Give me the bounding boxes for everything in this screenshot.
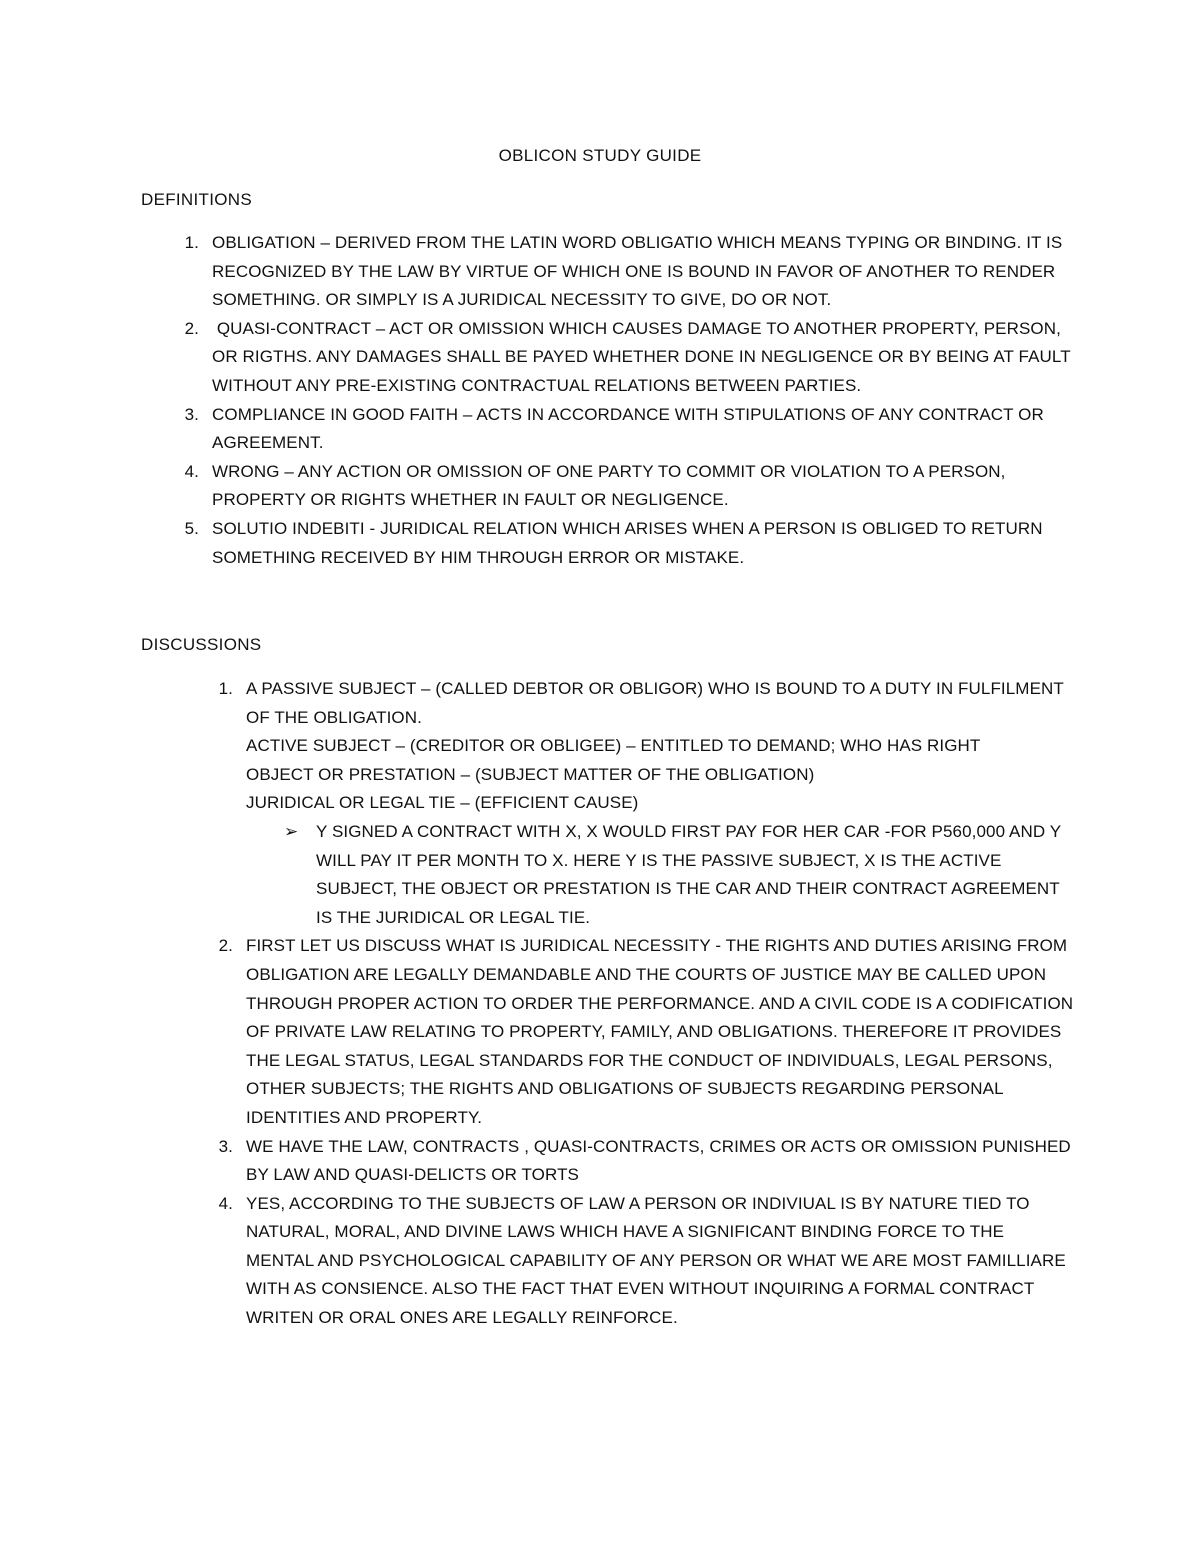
juridical-tie-text: JURIDICAL OR LEGAL TIE – (EFFICIENT CAUSE) [246,793,639,813]
list-number: 1. [184,233,199,252]
list-number: 1. [218,679,233,698]
definition-item [184,515,1072,572]
definition-text: QUASI-CONTRACT – ACT OR OMISSION WHICH CAUSES DAMAGE TO ANOTHER PROPERTY, PERSON, OR RIGTHS. ANY DAMAGES SHALL BE PAYED WHETHER DONE IN NEGLIGENCE OR BY BEING AT FAULT WITHOUT ANY PRE-EXISTING CONTRACTUAL RELATIONS BETWEEN PARTIES. [212,318,1076,395]
definition-item [184,401,1072,458]
arrow-bullet-icon: ➢ [284,821,299,841]
list-number: 2. [218,936,233,956]
list-number: 2. [184,318,199,338]
discussion-item [218,1133,1076,1190]
example-text: Y SIGNED A CONTRACT WITH X, X WOULD FIRST PAY FOR HER CAR -FOR P560,000 AND Y WILL PAY IT PER MONTH TO X. HERE Y IS THE PASSIVE SUBJECT, X IS THE ACTIVE SUBJECT, THE OBJECT OR PRESTATION IS THE CAR AND THEIR CONTRACT AGREEMENT IS THE JURIDICAL OR LEGAL TIE. [316,821,1061,927]
object-prestation-text: OBJECT OR PRESTATION – (SUBJECT MATTER OF THE OBLIGATION) [246,764,815,784]
definition-item [184,315,1076,401]
list-number: 5. [184,518,199,538]
definition-text: WRONG – ANY ACTION OR OMISSION OF ONE PARTY TO COMMIT OR VIOLATION TO A PERSON, PROPERTY OR RIGHTS WHETHER IN FAULT OR NEGLIGENCE. [212,461,1006,510]
discussions-heading: DISCUSSIONS [141,635,262,654]
list-number: 4. [218,1193,233,1213]
discussion-text: YES, ACCORDING TO THE SUBJECTS OF LAW A PERSON OR INDIVIUAL IS BY NATURE TIED TO NATURAL, MORAL, AND DIVINE LAWS WHICH HAVE A SIGNIFICANT BINDING FORCE TO THE MENTAL AND PSYCHOLOGICAL CAPABILITY OF ANY PERSON OR WHAT WE ARE MOST FAMILLIARE WITH AS CONSIENCE. ALSO THE FACT THAT EVEN WITHOUT INQUIRING A FORMAL CONTRACT WRITEN OR ORAL ONES ARE LEGALLY REINFORCE. [246,1193,1066,1328]
discussion-item [218,1190,1076,1333]
discussion-item [218,675,1076,932]
document-title: OBLICON STUDY GUIDE [498,146,702,165]
definition-text: SOLUTIO INDEBITI - JURIDICAL RELATION WHICH ARISES WHEN A PERSON IS OBLIGED TO RETURN SOMETHING RECEIVED BY HIM THROUGH ERROR OR MISTAKE. [212,518,1043,567]
list-number: 3. [218,1136,233,1156]
discussions-list [218,675,1076,1333]
definition-item [184,458,1072,515]
discussion-item [218,932,1076,1132]
active-subject-text: ACTIVE SUBJECT – (CREDITOR OR OBLIGEE) – ENTITLED TO DEMAND; WHO HAS RIGHT [246,736,981,756]
definitions-list [184,229,1076,572]
discussion-text: WE HAVE THE LAW, CONTRACTS , QUASI-CONTRACTS, CRIMES OR ACTS OR OMISSION PUNISHED BY LAW AND QUASI-DELICTS OR TORTS [246,1136,1071,1185]
passive-subject-text: A PASSIVE SUBJECT – (CALLED DEBTOR OR OBLIGOR) WHO IS BOUND TO A DUTY IN FULFILMENT OF THE OBLIGATION. [246,679,1064,727]
definition-text: OBLIGATION – DERIVED FROM THE LATIN WORD OBLIGATIO WHICH MEANS TYPING OR BINDING. IT IS RECOGNIZED BY THE LAW BY VIRTUE OF WHICH ONE IS BOUND IN FAVOR OF ANOTHER TO RENDER SOMETHING. OR SIMPLY IS A JURIDICAL NECESSITY TO GIVE, DO OR NOT. [212,233,1063,310]
definitions-heading: DEFINITIONS [141,190,252,209]
example-bullet [246,818,1076,932]
list-number: 4. [184,461,199,481]
definition-text: COMPLIANCE IN GOOD FAITH – ACTS IN ACCORDANCE WITH STIPULATIONS OF ANY CONTRACT OR AGREEMENT. [212,404,1044,453]
discussion-text: FIRST LET US DISCUSS WHAT IS JURIDICAL NECESSITY - THE RIGHTS AND DUTIES ARISING FROM OBLIGATION ARE LEGALLY DEMANDABLE AND THE COURTS OF JUSTICE MAY BE CALLED UPON THROUGH PROPER ACTION TO ORDER THE PERFORMANCE. AND A CIVIL CODE IS A CODIFICATION OF PRIVATE LAW RELATING TO PROPERTY, FAMILY, AND OBLIGATIONS. THEREFORE IT PROVIDES THE LEGAL STATUS, LEGAL STANDARDS FOR THE CONDUCT OF INDIVIDUALS, LEGAL PERSONS, OTHER SUBJECTS; THE RIGHTS AND OBLIGATIONS OF SUBJECTS REGARDING PERSONAL IDENTITIES AND PROPERTY. [246,936,1074,1127]
definition-item [184,229,1072,315]
list-number: 3. [184,404,199,424]
